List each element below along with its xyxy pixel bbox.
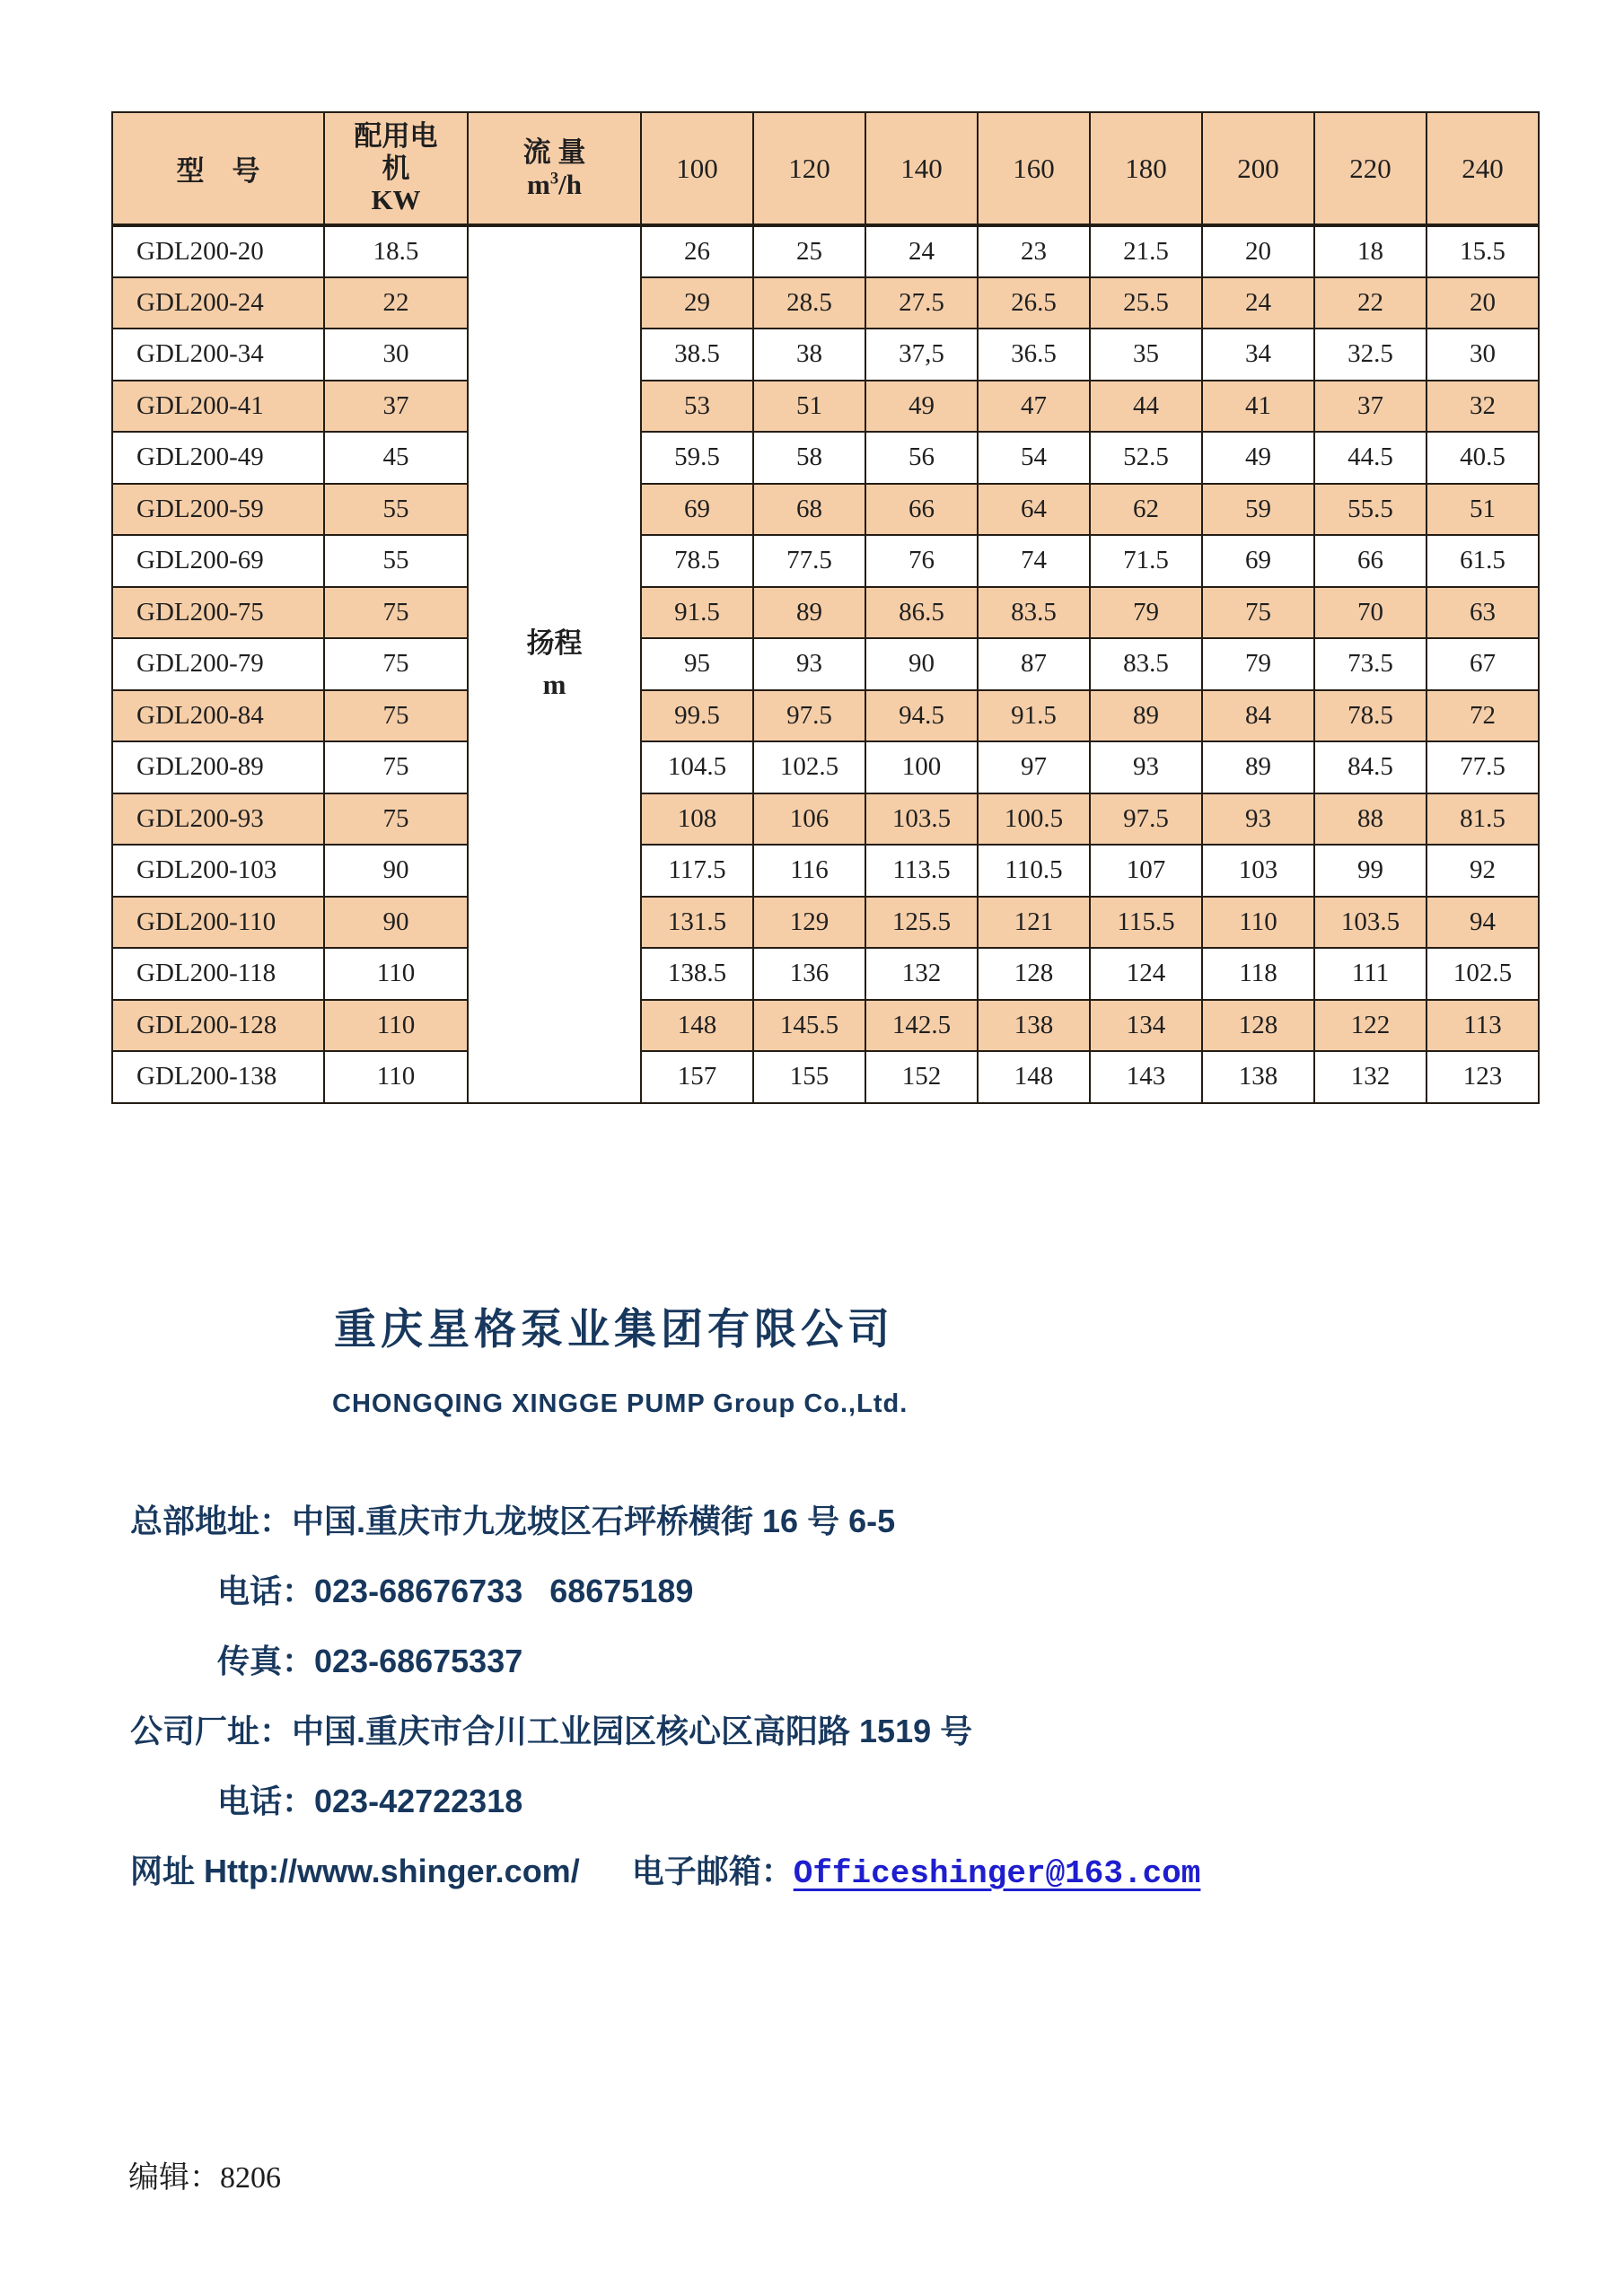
head-value-cell: 37,5 (865, 329, 978, 381)
model-cell: GDL200-24 (112, 277, 324, 329)
head-value-cell: 89 (1202, 741, 1314, 793)
head-value-cell: 97.5 (753, 690, 865, 742)
fax-line (130, 1626, 1477, 1696)
head-value-cell: 134 (1090, 1000, 1202, 1052)
head-value-cell: 24 (865, 225, 978, 277)
header-motor-line2: 机 (382, 152, 410, 184)
head-value-cell: 136 (753, 948, 865, 1000)
head-value-cell: 86.5 (865, 587, 978, 639)
head-value-cell: 88 (1314, 793, 1426, 846)
editor-note: 编辑：8206 (128, 2161, 281, 2195)
contact-block (130, 1486, 1477, 1906)
head-value-cell: 24 (1202, 277, 1314, 329)
head-value-cell: 93 (1202, 793, 1314, 846)
head-value-cell: 110.5 (978, 845, 1090, 897)
flow-unit-rest: /h (558, 168, 582, 200)
motor-kw-cell: 110 (324, 1051, 468, 1103)
head-value-cell: 123 (1426, 1051, 1539, 1103)
head-value-cell: 25.5 (1090, 277, 1202, 329)
head-value-cell: 72 (1426, 690, 1539, 742)
head-value-cell: 138 (978, 1000, 1090, 1052)
table-row (112, 1000, 1539, 1052)
head-value-cell: 104.5 (641, 741, 753, 793)
header-flow-120: 120 (753, 112, 865, 225)
head-value-cell: 91.5 (978, 690, 1090, 742)
head-value-cell: 84 (1202, 690, 1314, 742)
factory-phone-label: 电话： (217, 1783, 315, 1819)
head-value-cell: 94 (1426, 897, 1539, 949)
table-row (112, 690, 1539, 742)
head-value-cell: 142.5 (865, 1000, 978, 1052)
head-value-cell: 128 (1202, 1000, 1314, 1052)
head-value-cell: 40.5 (1426, 432, 1539, 484)
fax-label: 传真： (217, 1643, 315, 1679)
table-header-row (112, 112, 1539, 225)
motor-kw-cell: 90 (324, 897, 468, 949)
head-value-cell: 148 (641, 1000, 753, 1052)
head-value-cell: 100.5 (978, 793, 1090, 846)
model-cell: GDL200-93 (112, 793, 324, 846)
head-value-cell: 90 (865, 638, 978, 690)
head-value-cell: 102.5 (753, 741, 865, 793)
head-value-cell: 89 (753, 587, 865, 639)
table-row (112, 897, 1539, 949)
table-row (112, 845, 1539, 897)
head-value-cell: 106 (753, 793, 865, 846)
head-value-cell: 75 (1202, 587, 1314, 639)
head-value-cell: 91.5 (641, 587, 753, 639)
head-value-cell: 103 (1202, 845, 1314, 897)
motor-kw-cell: 75 (324, 793, 468, 846)
head-value-cell: 49 (865, 381, 978, 433)
model-cell: GDL200-79 (112, 638, 324, 690)
head-value-cell: 70 (1314, 587, 1426, 639)
model-cell: GDL200-41 (112, 381, 324, 433)
table-row (112, 793, 1539, 846)
head-value-cell: 28.5 (753, 277, 865, 329)
motor-kw-cell: 110 (324, 948, 468, 1000)
head-value-cell: 84.5 (1314, 741, 1426, 793)
head-value-cell: 56 (865, 432, 978, 484)
head-value-cell: 113 (1426, 1000, 1539, 1052)
head-value-cell: 129 (753, 897, 865, 949)
table-row (112, 484, 1539, 536)
head-value-cell: 71.5 (1090, 535, 1202, 587)
head-value-cell: 132 (865, 948, 978, 1000)
head-value-cell: 55.5 (1314, 484, 1426, 536)
head-value-cell: 25 (753, 225, 865, 277)
email-label: 电子邮箱： (631, 1853, 794, 1889)
fax-value: 023-68675337 (314, 1643, 523, 1679)
table-row (112, 381, 1539, 433)
head-value-cell: 52.5 (1090, 432, 1202, 484)
head-value-cell: 157 (641, 1051, 753, 1103)
head-value-cell: 26 (641, 225, 753, 277)
head-value-cell: 107 (1090, 845, 1202, 897)
head-value-cell: 59.5 (641, 432, 753, 484)
model-cell: GDL200-34 (112, 329, 324, 381)
head-value-cell: 51 (753, 381, 865, 433)
head-value-cell: 115.5 (1090, 897, 1202, 949)
motor-kw-cell: 22 (324, 277, 468, 329)
head-value-cell: 41 (1202, 381, 1314, 433)
table-row (112, 948, 1539, 1000)
head-value-cell: 93 (1090, 741, 1202, 793)
head-value-cell: 124 (1090, 948, 1202, 1000)
web-email-line (130, 1836, 1477, 1906)
header-motor-line1: 配用电 (354, 120, 438, 153)
model-cell: GDL200-110 (112, 897, 324, 949)
motor-kw-cell: 90 (324, 845, 468, 897)
head-value-cell: 155 (753, 1051, 865, 1103)
head-value-cell: 138 (1202, 1051, 1314, 1103)
head-value-cell: 97.5 (1090, 793, 1202, 846)
header-flow-240: 240 (1426, 112, 1539, 225)
head-value-cell: 69 (1202, 535, 1314, 587)
head-value-cell: 83.5 (1090, 638, 1202, 690)
head-value-cell: 37 (1314, 381, 1426, 433)
head-value-cell: 23 (978, 225, 1090, 277)
head-value-cell: 132 (1314, 1051, 1426, 1103)
head-value-cell: 103.5 (1314, 897, 1426, 949)
head-value-cell: 138.5 (641, 948, 753, 1000)
motor-kw-cell: 45 (324, 432, 468, 484)
motor-kw-cell: 18.5 (324, 225, 468, 277)
head-value-cell: 49 (1202, 432, 1314, 484)
table-row (112, 432, 1539, 484)
head-value-cell: 66 (865, 484, 978, 536)
head-value-cell: 79 (1202, 638, 1314, 690)
header-flow-220: 220 (1314, 112, 1426, 225)
flow-unit-base: m (527, 168, 550, 200)
head-value-cell: 44 (1090, 381, 1202, 433)
head-value-cell: 51 (1426, 484, 1539, 536)
factory-address-label: 公司厂址： (130, 1713, 293, 1749)
head-value-cell: 83.5 (978, 587, 1090, 639)
head-value-cell: 27.5 (865, 277, 978, 329)
factory-phone-value: 023-42722318 (314, 1783, 523, 1819)
head-value-cell: 30 (1426, 329, 1539, 381)
table-row (112, 535, 1539, 587)
hq-phone-label: 电话： (217, 1573, 315, 1609)
head-value-cell: 38 (753, 329, 865, 381)
model-cell: GDL200-59 (112, 484, 324, 536)
head-value-cell: 92 (1426, 845, 1539, 897)
head-value-cell: 76 (865, 535, 978, 587)
head-value-cell: 26.5 (978, 277, 1090, 329)
head-value-cell: 116 (753, 845, 865, 897)
head-value-cell: 94.5 (865, 690, 978, 742)
hq-phone-line (130, 1556, 1477, 1626)
head-value-cell: 79 (1090, 587, 1202, 639)
head-unit: m (542, 669, 566, 701)
table-row (112, 587, 1539, 639)
head-value-cell: 74 (978, 535, 1090, 587)
head-value-cell: 29 (641, 277, 753, 329)
head-value-cell: 102.5 (1426, 948, 1539, 1000)
header-flow-unit (469, 169, 640, 201)
model-cell: GDL200-128 (112, 1000, 324, 1052)
head-value-cell: 67 (1426, 638, 1539, 690)
head-value-cell: 20 (1202, 225, 1314, 277)
email-link[interactable]: Officeshinger@163.com (793, 1855, 1201, 1892)
head-value-cell: 34 (1202, 329, 1314, 381)
motor-kw-cell: 37 (324, 381, 468, 433)
head-value-cell: 44.5 (1314, 432, 1426, 484)
motor-kw-cell: 75 (324, 638, 468, 690)
head-value-cell: 78.5 (641, 535, 753, 587)
header-flow-160: 160 (978, 112, 1090, 225)
head-value-cell: 148 (978, 1051, 1090, 1103)
head-value-cell: 100 (865, 741, 978, 793)
model-cell: GDL200-118 (112, 948, 324, 1000)
motor-kw-cell: 75 (324, 587, 468, 639)
head-value-cell: 111 (1314, 948, 1426, 1000)
factory-phone-line (130, 1766, 1477, 1836)
header-flow-label: 流 量 (522, 136, 586, 168)
pump-spec-table (111, 111, 1540, 1104)
head-value-cell: 125.5 (865, 897, 978, 949)
motor-kw-cell: 55 (324, 535, 468, 587)
head-value-cell: 32.5 (1314, 329, 1426, 381)
table-row (112, 1051, 1539, 1103)
head-value-cell: 62 (1090, 484, 1202, 536)
head-value-cell: 97 (978, 741, 1090, 793)
head-value-cell: 122 (1314, 1000, 1426, 1052)
head-value-cell: 38.5 (641, 329, 753, 381)
head-value-cell: 113.5 (865, 845, 978, 897)
head-value-cell: 58 (753, 432, 865, 484)
factory-address-value: 中国.重庆市合川工业园区核心区高阳路 1519 号 (292, 1713, 973, 1749)
header-flow (468, 112, 641, 225)
head-value-cell: 47 (978, 381, 1090, 433)
head-value-cell: 99.5 (641, 690, 753, 742)
head-label: 扬程 (526, 627, 583, 659)
head-value-cell: 21.5 (1090, 225, 1202, 277)
head-value-cell: 131.5 (641, 897, 753, 949)
head-value-cell: 121 (978, 897, 1090, 949)
head-value-cell: 69 (641, 484, 753, 536)
header-motor-kw (324, 112, 468, 225)
model-cell: GDL200-49 (112, 432, 324, 484)
motor-kw-cell: 75 (324, 741, 468, 793)
head-value-cell: 143 (1090, 1051, 1202, 1103)
head-value-cell: 22 (1314, 277, 1426, 329)
hq-phone-value: 023-68676733 68675189 (314, 1573, 694, 1609)
model-cell: GDL200-69 (112, 535, 324, 587)
head-value-cell: 63 (1426, 587, 1539, 639)
hq-address-value: 中国.重庆市九龙坡区石坪桥横街 16 号 6-5 (292, 1503, 896, 1539)
head-value-cell: 93 (753, 638, 865, 690)
head-value-cell: 128 (978, 948, 1090, 1000)
head-value-cell: 77.5 (753, 535, 865, 587)
pump-table-body (112, 225, 1539, 1103)
company-name-english: CHONGQING XINGGE PUMP Group Co.,Ltd. (332, 1389, 909, 1418)
head-value-cell: 15.5 (1426, 225, 1539, 277)
head-value-cell: 87 (978, 638, 1090, 690)
head-value-cell: 54 (978, 432, 1090, 484)
model-cell: GDL200-89 (112, 741, 324, 793)
table-row (112, 225, 1539, 277)
head-value-cell: 68 (753, 484, 865, 536)
head-value-cell: 66 (1314, 535, 1426, 587)
flow-unit-exponent: 3 (549, 169, 559, 188)
head-value-cell: 117.5 (641, 845, 753, 897)
table-row (112, 638, 1539, 690)
header-motor-line3: KW (371, 184, 421, 216)
head-value-cell: 61.5 (1426, 535, 1539, 587)
model-cell: GDL200-75 (112, 587, 324, 639)
head-value-cell: 20 (1426, 277, 1539, 329)
head-value-cell: 145.5 (753, 1000, 865, 1052)
model-cell: GDL200-20 (112, 225, 324, 277)
header-model: 型 号 (112, 112, 324, 225)
website-text: 网址 Http://www.shinger.com/ (130, 1853, 580, 1889)
head-value-cell: 99 (1314, 845, 1426, 897)
head-value-cell: 53 (641, 381, 753, 433)
model-cell: GDL200-103 (112, 845, 324, 897)
table-row (112, 741, 1539, 793)
hq-address-label: 总部地址： (130, 1503, 293, 1539)
head-value-cell: 103.5 (865, 793, 978, 846)
head-value-cell: 36.5 (978, 329, 1090, 381)
head-value-cell: 95 (641, 638, 753, 690)
head-value-cell: 32 (1426, 381, 1539, 433)
motor-kw-cell: 55 (324, 484, 468, 536)
head-value-cell: 35 (1090, 329, 1202, 381)
head-value-cell: 152 (865, 1051, 978, 1103)
header-flow-100: 100 (641, 112, 753, 225)
hq-address-line (130, 1486, 1477, 1556)
factory-address-line (130, 1696, 1477, 1766)
table-row (112, 329, 1539, 381)
table-row (112, 277, 1539, 329)
head-value-cell: 81.5 (1426, 793, 1539, 846)
header-flow-180: 180 (1090, 112, 1202, 225)
model-cell: GDL200-138 (112, 1051, 324, 1103)
head-value-cell: 110 (1202, 897, 1314, 949)
motor-kw-cell: 75 (324, 690, 468, 742)
motor-kw-cell: 30 (324, 329, 468, 381)
head-value-cell: 78.5 (1314, 690, 1426, 742)
head-value-cell: 64 (978, 484, 1090, 536)
head-value-cell: 77.5 (1426, 741, 1539, 793)
head-value-cell: 59 (1202, 484, 1314, 536)
head-value-cell: 89 (1090, 690, 1202, 742)
head-value-cell: 73.5 (1314, 638, 1426, 690)
header-flow-200: 200 (1202, 112, 1314, 225)
head-column-merged-cell (468, 225, 641, 1103)
header-flow-140: 140 (865, 112, 978, 225)
motor-kw-cell: 110 (324, 1000, 468, 1052)
head-value-cell: 108 (641, 793, 753, 846)
head-value-cell: 18 (1314, 225, 1426, 277)
head-value-cell: 118 (1202, 948, 1314, 1000)
company-name-chinese: 重庆星格泵业集团有限公司 (334, 1307, 894, 1354)
model-cell: GDL200-84 (112, 690, 324, 742)
